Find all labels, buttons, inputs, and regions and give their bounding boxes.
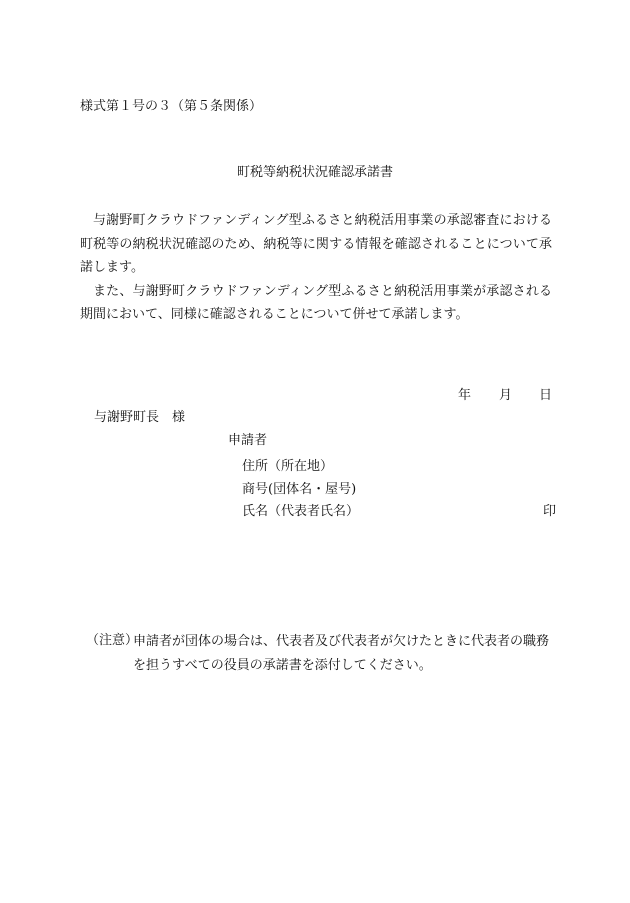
trade-name-label: 商号(団体名・屋号): [242, 482, 357, 497]
recipient: 与謝野町長 様: [94, 410, 186, 425]
consent-paragraph-2: また、与謝野町クラウドファンディング型ふるさと納税活用事業が承認される期間において、同様に確認されることについて併せて承諾します。: [80, 283, 552, 322]
representative-name-label: 氏名（代表者氏名）: [242, 504, 360, 519]
date-day-label: 日: [539, 388, 553, 403]
seal-mark: 印: [543, 504, 557, 519]
form-number: 様式第１号の３（第５条関係）: [80, 99, 263, 114]
consent-paragraph-1: 与謝野町クラウドファンディング型ふるさと納税活用事業の承認審査における町税等の納税状況確認のため、納税等に関する情報を確認されることについて承諾します。: [80, 213, 552, 275]
address-label: 住所（所在地）: [242, 459, 334, 474]
note-label: （注意）: [86, 633, 139, 648]
applicant-label: 申請者: [228, 433, 268, 448]
document-title: 町税等納税状況確認承諾書: [236, 165, 393, 180]
note-text: 申請者が団体の場合は、代表者及び代表者が欠けたときに代表者の職務を担うすべての役員の承諾書を添付してください。: [133, 634, 550, 673]
date-month-label: 月: [499, 388, 513, 403]
date-year-label: 年: [458, 388, 472, 403]
consent-body: [80, 209, 552, 327]
